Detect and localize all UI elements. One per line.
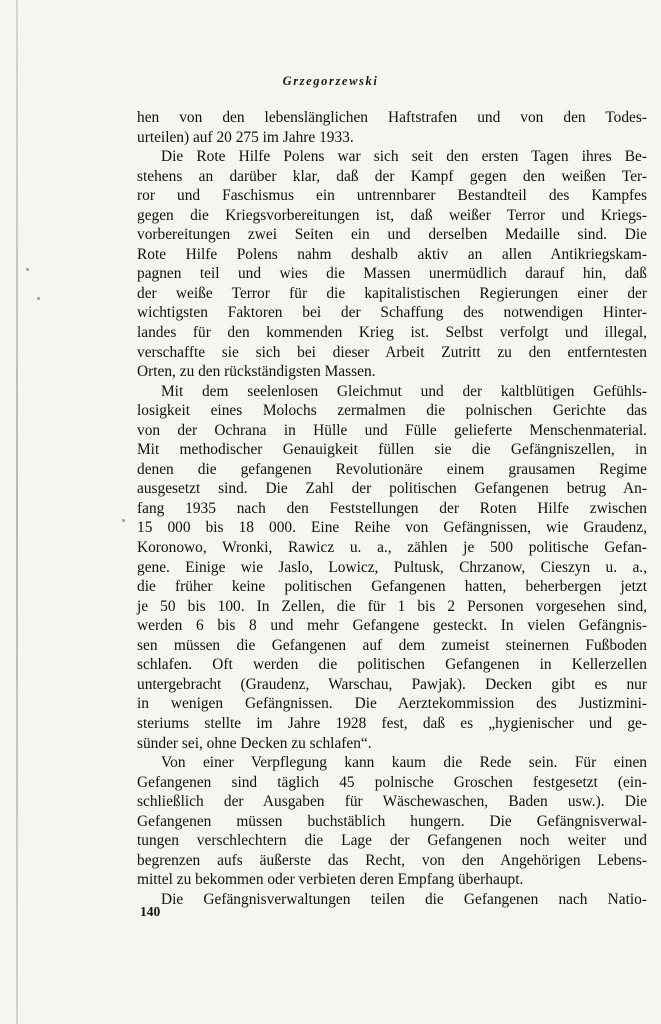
text-line: begrenzen aufs äußerste das Recht, von den Angehörigen Lebens- <box>137 851 647 869</box>
text-line: Mit dem seelenlosen Gleichmut und der kaltblütigen Gefühls- <box>161 382 647 400</box>
text-line: je 50 bis 100. In Zellen, die für 1 bis 2 Personen vorgesehen sind, <box>137 597 647 615</box>
text-line: ror und Faschismus ein untrennbarer Bestandteil des Kampfes <box>137 187 647 205</box>
running-head: Grzegorzewski <box>282 74 379 88</box>
text-line: Gefangenen müssen buchstäblich hungern. Die Gefängnisverwal- <box>137 812 647 830</box>
text-line: Rote Hilfe Polens nahm deshalb aktiv an allen Antikriegskam- <box>137 245 647 263</box>
text-line: denen die gefangenen Revolutionäre einem grausamen Regime <box>137 460 647 478</box>
text-line: der weiße Terror für die kapitalistischen Regierungen einer der <box>137 284 647 302</box>
text-line: vorbereitungen zwei Seiten ein und derselben Medaille sind. Die <box>137 226 647 244</box>
page-number: 140 <box>140 904 161 919</box>
text-line: pagnen teil und wies die Massen unermüdlich darauf hin, daß <box>137 265 647 283</box>
text-line: schließlich der Ausgaben für Wäschewaschen, Baden usw.). Die <box>137 793 647 811</box>
text-line: urteilen) auf 20 275 im Jahre 1933. <box>137 128 354 146</box>
text-line: sen müssen die Gefangenen auf dem zumeist steinernen Fußboden <box>137 636 647 654</box>
text-line: verschaffte sie sich bei dieser Arbeit Zutritt zu den entferntesten <box>137 343 647 361</box>
page-edge-shadow <box>16 0 18 1024</box>
text-line: Die Gefängnisverwaltungen teilen die Gefangenen nach Natio- <box>161 890 647 908</box>
text-line: tungen verschlechtern die Lage der Gefangenen noch weiter und <box>137 832 647 850</box>
paper-speck <box>26 268 29 271</box>
text-line: ausgesetzt sind. Die Zahl der politischen Gefangenen betrug An- <box>137 480 647 498</box>
text-line: 15 000 bis 18 000. Eine Reihe von Gefängnissen, wie Graudenz, <box>137 519 647 537</box>
text-line: hen von den lebenslänglichen Haftstrafen und von den Todes- <box>137 109 647 126</box>
text-line: landes für den kommenden Krieg ist. Selbst verfolgt und illegal, <box>137 324 647 342</box>
paper-speck <box>122 519 125 522</box>
paper-speck <box>37 297 40 300</box>
text-line: steriums stellte im Jahre 1928 fest, daß es „hygienischer und ge- <box>137 714 647 732</box>
text-line: von der Ochrana in Hülle und Fülle gelieferte Menschenmaterial. <box>137 421 647 439</box>
body-text <box>137 108 647 909</box>
text-line: mittel zu bekommen oder verbieten deren Empfang überhaupt. <box>137 871 524 889</box>
text-line: Die Rote Hilfe Polens war sich seit den ersten Tagen ihres Be- <box>161 148 647 166</box>
text-line: schlafen. Oft werden die politischen Gefangenen in Kellerzellen <box>137 656 647 674</box>
text-line: gegen die Kriegsvorbereitungen ist, daß weißer Terror und Kriegs- <box>137 206 647 224</box>
text-line: Orten, zu den rückständigsten Massen. <box>137 363 376 381</box>
text-line: losigkeit eines Molochs zermalmen die polnischen Gerichte das <box>137 402 647 420</box>
text-line: fang 1935 nach den Feststellungen der Roten Hilfe zwischen <box>137 499 647 517</box>
text-line: die früher keine politischen Gefangenen hatten, beherbergen jetzt <box>137 578 647 596</box>
text-line: sünder sei, ohne Decken zu schlafen“. <box>137 734 372 752</box>
text-line: Von einer Verpflegung kann kaum die Rede sein. Für einen <box>161 754 647 772</box>
text-line: in wenigen Gefängnissen. Die Aerztekommission des Justizmini- <box>137 695 647 713</box>
text-line: untergebracht (Graudenz, Warschau, Pawjak). Decken gibt es nur <box>137 675 647 693</box>
text-line: wichtigsten Faktoren bei der Schaffung des notwendigen Hinter- <box>137 304 647 322</box>
text-line: stehens an darüber klar, daß der Kampf gegen den weißen Ter- <box>137 167 647 185</box>
text-line: gene. Einige wie Jaslo, Lowicz, Pultusk, Chrzanow, Cieszyn u. a., <box>137 558 647 576</box>
text-line: werden 6 bis 8 und mehr Gefangene gesteckt. In vielen Gefängnis- <box>137 617 647 635</box>
text-line: Koronowo, Wronki, Rawicz u. a., zählen je 500 politische Gefan- <box>137 539 647 557</box>
text-line: Gefangenen sind täglich 45 polnische Groschen festgesetzt (ein- <box>137 773 647 791</box>
text-line: Mit methodischer Genauigkeit füllen sie die Gefängniszellen, in <box>137 441 647 459</box>
